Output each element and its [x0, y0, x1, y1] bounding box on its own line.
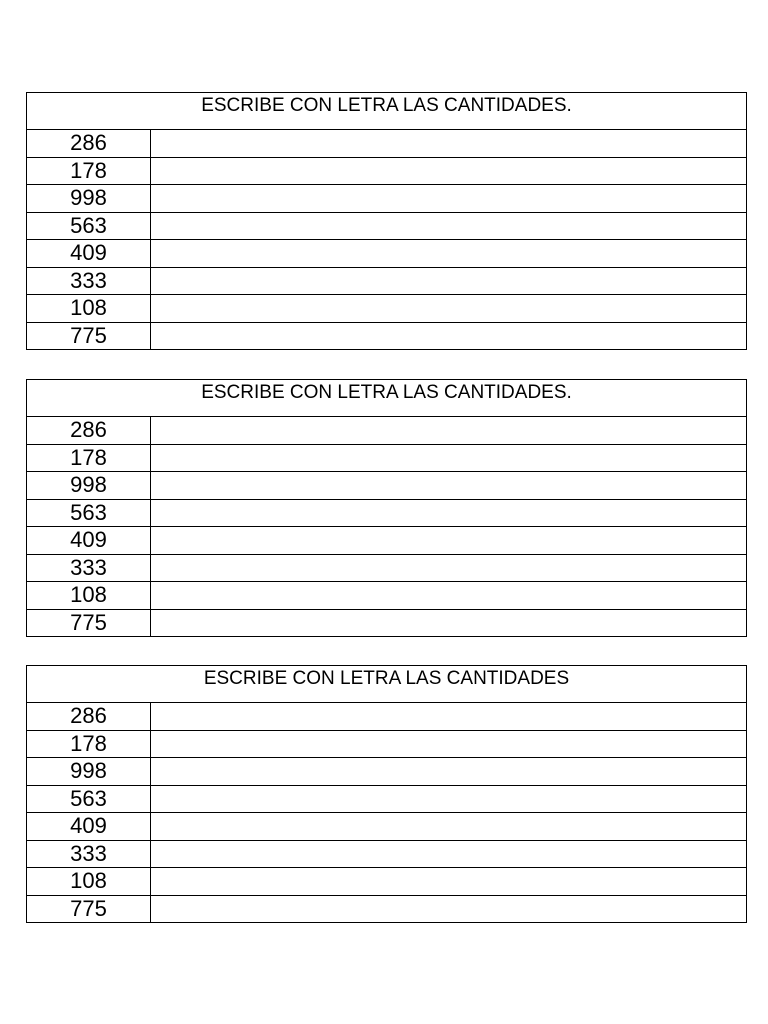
worksheet-table-1 [26, 92, 747, 350]
answer-cell[interactable] [151, 840, 747, 868]
answer-cell[interactable] [151, 703, 747, 731]
table-row [27, 730, 747, 758]
number-cell: 775 [27, 322, 151, 350]
table-row [27, 240, 747, 268]
number-cell: 563 [27, 212, 151, 240]
number-cell: 563 [27, 785, 151, 813]
answer-cell[interactable] [151, 322, 747, 350]
number-cell: 409 [27, 527, 151, 555]
table-row [27, 582, 747, 610]
table-row [27, 322, 747, 350]
table-row [27, 130, 747, 158]
answer-cell[interactable] [151, 472, 747, 500]
number-cell: 178 [27, 157, 151, 185]
answer-cell[interactable] [151, 813, 747, 841]
table-row [27, 527, 747, 555]
number-cell: 333 [27, 554, 151, 582]
answer-cell[interactable] [151, 554, 747, 582]
table-row [27, 609, 747, 637]
answer-cell[interactable] [151, 868, 747, 896]
table-row [27, 472, 747, 500]
number-cell: 409 [27, 240, 151, 268]
answer-cell[interactable] [151, 527, 747, 555]
number-cell: 998 [27, 758, 151, 786]
table-row [27, 417, 747, 445]
table-row [27, 703, 747, 731]
table-row [27, 295, 747, 323]
number-cell: 998 [27, 472, 151, 500]
number-cell: 108 [27, 295, 151, 323]
worksheet-grid [26, 665, 747, 923]
answer-cell[interactable] [151, 444, 747, 472]
number-cell: 178 [27, 444, 151, 472]
answer-cell[interactable] [151, 609, 747, 637]
answer-cell[interactable] [151, 895, 747, 923]
number-cell: 178 [27, 730, 151, 758]
answer-cell[interactable] [151, 417, 747, 445]
table-row [27, 785, 747, 813]
answer-cell[interactable] [151, 758, 747, 786]
answer-cell[interactable] [151, 130, 747, 158]
answer-cell[interactable] [151, 499, 747, 527]
answer-cell[interactable] [151, 582, 747, 610]
answer-cell[interactable] [151, 240, 747, 268]
number-cell: 286 [27, 703, 151, 731]
answer-cell[interactable] [151, 157, 747, 185]
number-cell: 333 [27, 840, 151, 868]
worksheet-grid [26, 92, 747, 350]
answer-cell[interactable] [151, 267, 747, 295]
worksheet-table-2 [26, 379, 747, 637]
table-row [27, 868, 747, 896]
worksheet-title: ESCRIBE CON LETRA LAS CANTIDADES. [27, 380, 747, 417]
answer-cell[interactable] [151, 785, 747, 813]
table-row [27, 444, 747, 472]
number-cell: 775 [27, 609, 151, 637]
number-cell: 108 [27, 868, 151, 896]
answer-cell[interactable] [151, 212, 747, 240]
answer-cell[interactable] [151, 185, 747, 213]
worksheet-title: ESCRIBE CON LETRA LAS CANTIDADES. [27, 93, 747, 130]
answer-cell[interactable] [151, 295, 747, 323]
table-row [27, 185, 747, 213]
number-cell: 563 [27, 499, 151, 527]
number-cell: 108 [27, 582, 151, 610]
worksheet-title: ESCRIBE CON LETRA LAS CANTIDADES [27, 666, 747, 703]
worksheet-grid [26, 379, 747, 637]
table-row [27, 840, 747, 868]
number-cell: 286 [27, 130, 151, 158]
number-cell: 333 [27, 267, 151, 295]
table-row [27, 157, 747, 185]
table-row [27, 813, 747, 841]
number-cell: 286 [27, 417, 151, 445]
table-row [27, 758, 747, 786]
table-row [27, 895, 747, 923]
table-row [27, 267, 747, 295]
answer-cell[interactable] [151, 730, 747, 758]
number-cell: 409 [27, 813, 151, 841]
worksheet-table-3 [26, 665, 747, 923]
table-row [27, 212, 747, 240]
table-row [27, 499, 747, 527]
table-row [27, 554, 747, 582]
number-cell: 998 [27, 185, 151, 213]
number-cell: 775 [27, 895, 151, 923]
